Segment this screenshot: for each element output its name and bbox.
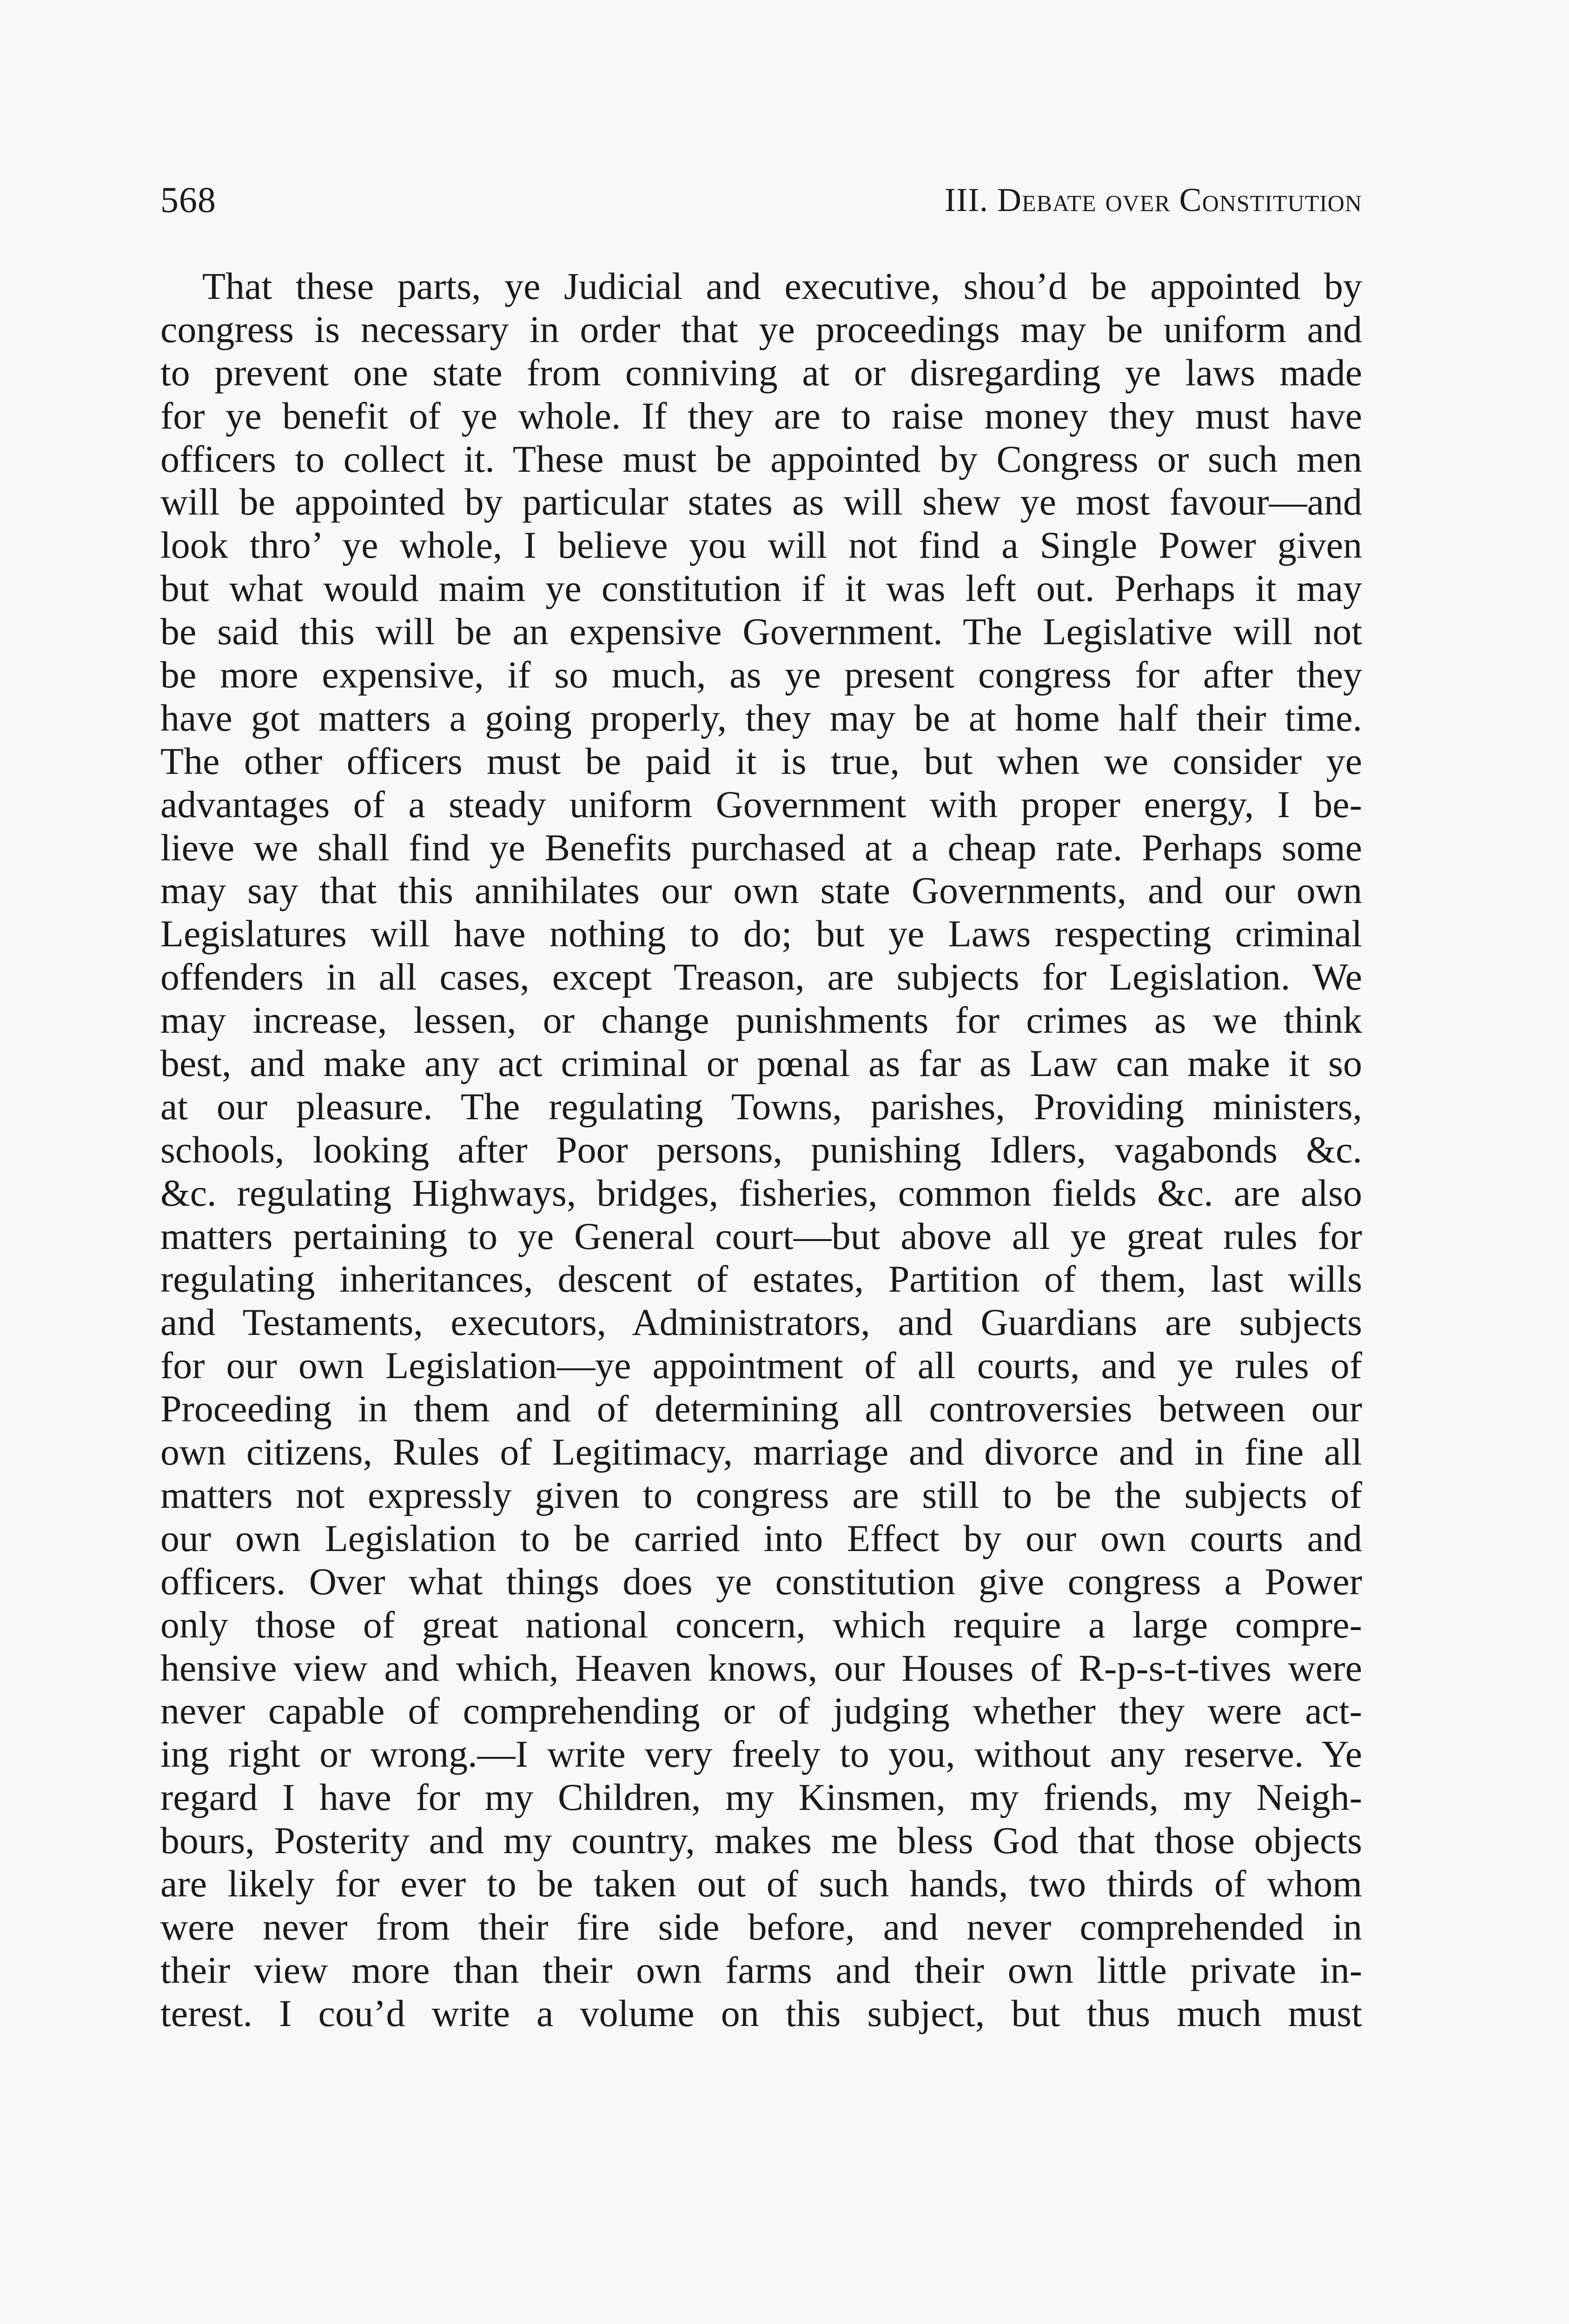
text-line: That these parts, ye Judicial and executive, shou’d be appointed by [202,265,1362,307]
text-line: regard I have for my Children, my Kinsmen, my friends, my Neigh- [160,1776,1362,1819]
text-line: hensive view and which, Heaven knows, our Houses of R-p-s-t-tives were [160,1646,1362,1689]
text-line: terest. I cou’d write a volume on this subject, but thus much must [160,1992,1362,2034]
text-line: lieve we shall find ye Benefits purchased at a cheap rate. Perhaps some [160,826,1362,869]
text-line: best, and make any act criminal or pœnal as far as Law can make it so [160,1042,1362,1085]
text-line: matters not expressly given to congress are still to be the subjects of [160,1473,1362,1516]
text-line: be said this will be an expensive Government. The Legislative will not [160,610,1362,653]
text-line: are likely for ever to be taken out of such hands, two thirds of whom [160,1862,1362,1905]
text-line: Proceeding in them and of determining all controversies between our [160,1387,1362,1430]
text-line: but what would maim ye constitution if it was left out. Perhaps it may [160,567,1362,610]
text-line: for our own Legislation—ye appointment of all courts, and ye rules of [160,1344,1362,1387]
text-line: matters pertaining to ye General court—but above all ye great rules for [160,1215,1362,1257]
text-line: ing right or wrong.—I write very freely to you, without any reserve. Ye [160,1733,1362,1776]
running-head: III. Debate over Constitution [945,181,1362,218]
text-line: advantages of a steady uniform Government with proper energy, I be- [160,783,1362,825]
text-line: at our pleasure. The regulating Towns, parishes, Providing ministers, [160,1085,1362,1128]
text-line: schools, looking after Poor persons, punishing Idlers, vagabonds &c. [160,1128,1362,1171]
text-line: Legislatures will have nothing to do; but ye Laws respecting criminal [160,912,1362,955]
text-line: bours, Posterity and my country, makes me bless God that those objects [160,1819,1362,1862]
text-line: may say that this annihilates our own state Governments, and our own [160,869,1362,912]
text-line: &c. regulating Highways, bridges, fisheries, common fields &c. are also [160,1171,1362,1214]
text-line: be more expensive, if so much, as ye present congress for after they [160,654,1362,696]
text-line: may increase, lessen, or change punishments for crimes as we think [160,999,1362,1042]
text-line: officers to collect it. These must be appointed by Congress or such men [160,437,1362,480]
text-line: regulating inheritances, descent of estates, Partition of them, last wills [160,1258,1362,1301]
text-line: look thro’ ye whole, I believe you will not find a Single Power given [160,524,1362,567]
text-line: never capable of comprehending or of judging whether they were act- [160,1690,1362,1732]
page-header [160,177,1362,232]
text-line: and Testaments, executors, Administrators, and Guardians are subjects [160,1301,1362,1344]
text-line: own citizens, Rules of Legitimacy, marriage and divorce and in fine all [160,1431,1362,1473]
text-line: congress is necessary in order that ye proceedings may be uniform and [160,308,1362,350]
text-line: their view more than their own farms and their own little private in- [160,1948,1362,1991]
text-line: were never from their fire side before, and never comprehended in [160,1905,1362,1948]
text-line: only those of great national concern, which require a large compre- [160,1603,1362,1646]
text-line: offenders in all cases, except Treason, are subjects for Legislation. We [160,956,1362,998]
text-line: officers. Over what things does ye constitution give congress a Power [160,1560,1362,1603]
body-text [160,265,1362,2124]
text-line: The other officers must be paid it is true, but when we consider ye [160,739,1362,782]
text-line: our own Legislation to be carried into Effect by our own courts and [160,1517,1362,1559]
text-line: for ye benefit of ye whole. If they are to raise money they must have [160,394,1362,437]
text-line: will be appointed by particular states as will shew ye most favour—and [160,481,1362,523]
text-line: have got matters a going properly, they may be at home half their time. [160,696,1362,739]
page-number: 568 [160,179,216,220]
text-line: to prevent one state from conniving at or disregarding ye laws made [160,351,1362,394]
